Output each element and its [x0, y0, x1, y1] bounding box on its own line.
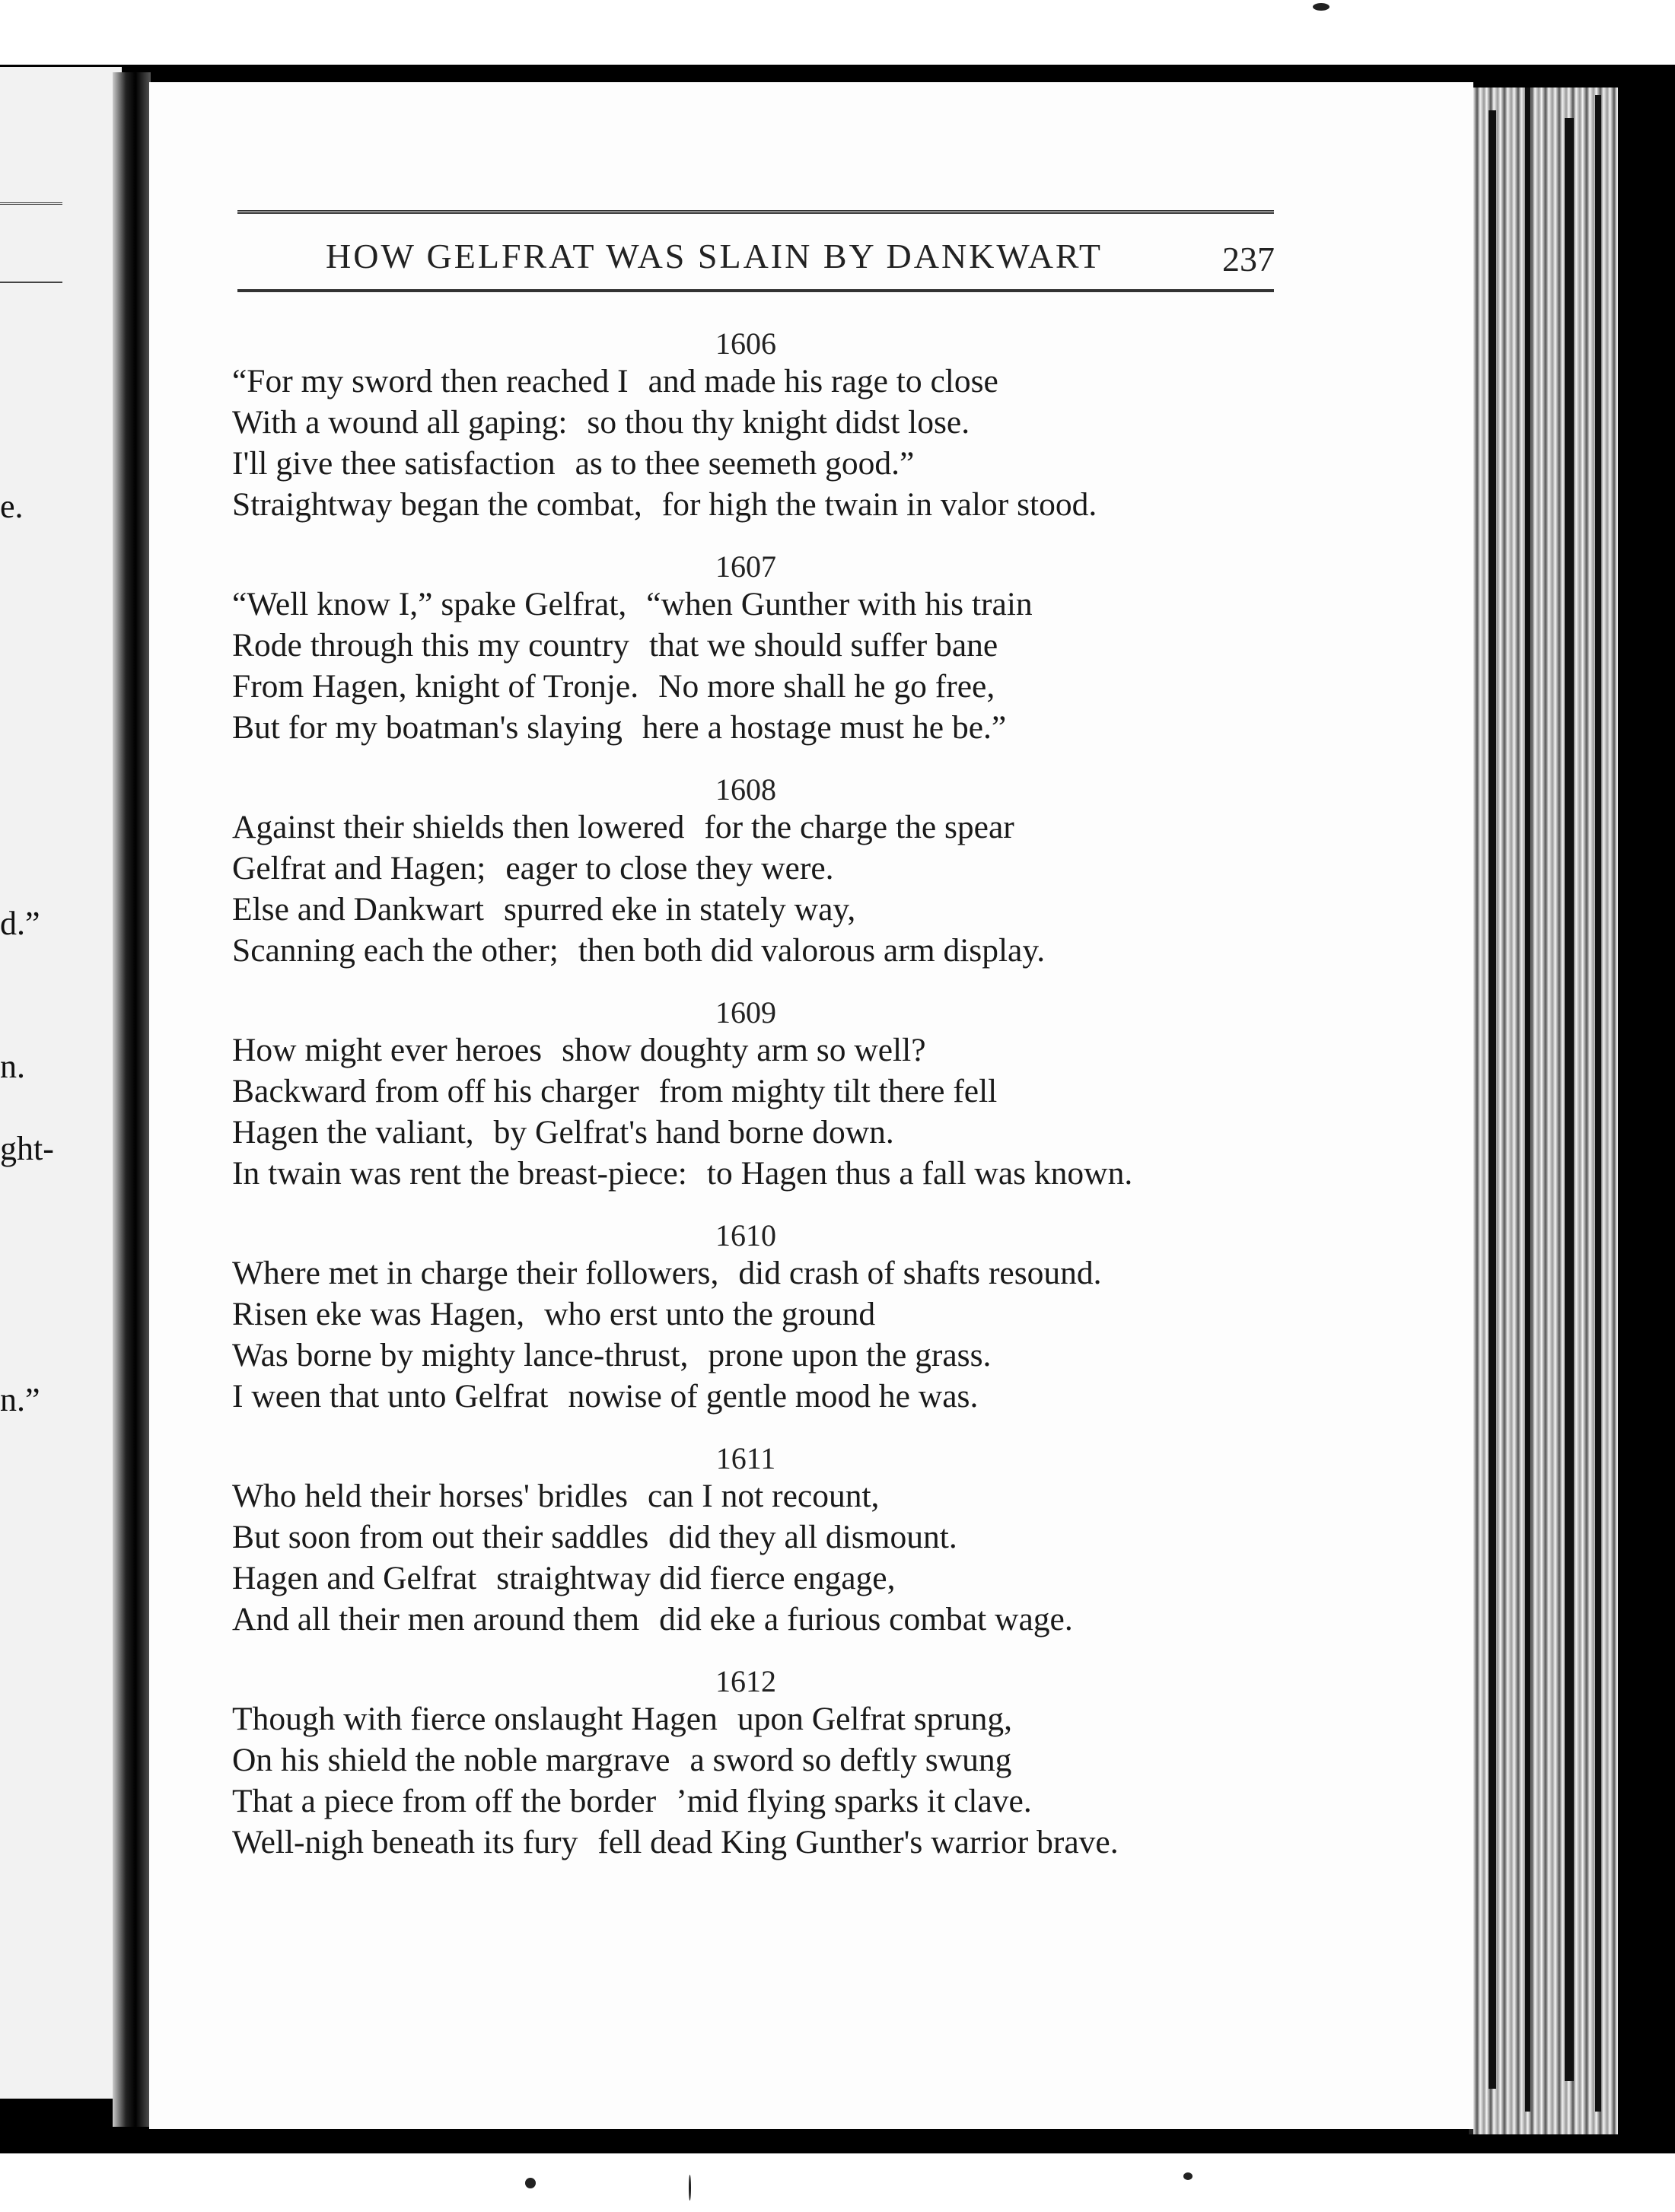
verse-line: [232, 1153, 1132, 1194]
verse-first-half: From Hagen, knight of Tronje.: [232, 668, 639, 705]
verse-first-half: I ween that unto Gelfrat: [232, 1378, 549, 1415]
verse-line: [232, 1252, 1102, 1294]
verse-line: [232, 1599, 1073, 1640]
verse-second-half: show doughty arm so well?: [562, 1032, 926, 1068]
scan-speck: [525, 2178, 536, 2188]
stanza-verse: [232, 1698, 1119, 1863]
facing-page-rule: [0, 202, 62, 205]
scan-speck: [1183, 2172, 1193, 2180]
verse-first-half: Where met in charge their followers,: [232, 1255, 719, 1291]
facing-page-fragment: e.: [0, 488, 24, 525]
verse-second-half: by Gelfrat's hand borne down.: [493, 1114, 894, 1151]
verse-line: [232, 1781, 1119, 1822]
verse-first-half: “Well know I,” spake Gelfrat,: [232, 586, 627, 622]
facing-page-rule: [0, 282, 62, 283]
verse-line: [232, 1112, 1132, 1153]
verse-first-half: Well-nigh beneath its fury: [232, 1824, 578, 1860]
stanza-number: 1607: [715, 549, 776, 584]
verse-second-half: who erst unto the ground: [544, 1296, 876, 1332]
verse-first-half: Who held their horses' bridles: [232, 1478, 629, 1514]
verse-line: [232, 1698, 1119, 1739]
verse-second-half: nowise of gentle mood he was.: [568, 1378, 979, 1415]
verse-second-half: and made his rage to close: [648, 363, 998, 399]
verse-first-half: Rode through this my country: [232, 627, 629, 664]
verse-first-half: Backward from off his charger: [232, 1073, 639, 1109]
verse-first-half: On his shield the noble margrave: [232, 1742, 670, 1778]
scan-margin-bottom: [0, 2153, 1675, 2212]
stanza-number: 1610: [715, 1218, 776, 1252]
stanza-verse: [232, 1252, 1102, 1417]
verse-line: [232, 707, 1033, 748]
verse-second-half: then both did valorous arm display.: [578, 932, 1046, 969]
verse-first-half: Scanning each the other;: [232, 932, 559, 969]
verse-line: [232, 484, 1097, 525]
verse-second-half: did eke a furious combat wage.: [659, 1601, 1073, 1638]
running-header-title: HOW GELFRAT WAS SLAIN BY DANKWART: [326, 237, 1103, 275]
verse-line: [232, 625, 1033, 666]
verse-first-half: Hagen the valiant,: [232, 1114, 474, 1151]
verse-second-half: from mighty tilt there fell: [658, 1073, 998, 1109]
verse-second-half: as to thee seemeth good.”: [575, 445, 915, 482]
verse-second-half: here a hostage must he be.”: [642, 709, 1007, 746]
verse-first-half: Was borne by mighty lance-thrust,: [232, 1337, 689, 1373]
verse-first-half: Gelfrat and Hagen;: [232, 850, 486, 886]
verse-first-half: How might ever heroes: [232, 1032, 543, 1068]
facing-page-fragment: n.”: [0, 1381, 40, 1418]
verse-second-half: a sword so deftly swung: [689, 1742, 1012, 1778]
verse-first-half: I'll give thee satisfaction: [232, 445, 556, 482]
verse-line: [232, 1030, 1132, 1071]
verse-line: [232, 1071, 1132, 1112]
verse-line: [232, 1294, 1102, 1335]
scan-speck: [1313, 3, 1329, 11]
stanza-number: 1606: [715, 326, 776, 361]
verse-first-half: In twain was rent the breast-piece:: [232, 1155, 687, 1192]
verse-line: [232, 1475, 1073, 1517]
verse-line: [232, 807, 1045, 848]
verse-line: [232, 848, 1045, 889]
stanza-number: 1608: [715, 772, 776, 807]
stanza-verse: [232, 361, 1097, 525]
verse-first-half: And all their men around them: [232, 1601, 640, 1638]
verse-second-half: to Hagen thus a fall was known.: [706, 1155, 1133, 1192]
verse-first-half: Hagen and Gelfrat: [232, 1560, 477, 1596]
verse-second-half: ’mid flying sparks it clave.: [676, 1783, 1032, 1819]
page-number: 237: [1222, 240, 1275, 278]
verse-first-half: “For my sword then reached I: [232, 363, 629, 399]
verse-line: [232, 443, 1097, 484]
verse-line: [232, 930, 1045, 971]
verse-second-half: so thou thy knight didst lose.: [587, 404, 970, 441]
stanza-number: 1612: [715, 1664, 776, 1698]
stanza-verse: [232, 584, 1033, 748]
verse-first-half: Else and Dankwart: [232, 891, 484, 928]
facing-page-fragment: n.: [0, 1048, 25, 1085]
scan-speck: [689, 2175, 691, 2201]
verse-line: [232, 1376, 1102, 1417]
verse-line: [232, 889, 1045, 930]
facing-page: [0, 67, 122, 2099]
verse-second-half: prone upon the grass.: [708, 1337, 992, 1373]
verse-line: [232, 361, 1097, 402]
verse-second-half: eager to close they were.: [505, 850, 834, 886]
verse-line: [232, 402, 1097, 443]
verse-second-half: spurred eke in stately way,: [503, 891, 856, 928]
facing-page-fragment: ght-: [0, 1130, 54, 1167]
stanza-verse: [232, 1030, 1132, 1194]
scan-margin-top: [0, 0, 1675, 65]
verse-second-half: for high the twain in valor stood.: [661, 486, 1097, 523]
verse-first-half: Against their shields then lowered: [232, 809, 685, 845]
stanza-verse: [232, 807, 1045, 971]
verse-second-half: did they all dismount.: [668, 1519, 957, 1555]
verse-second-half: can I not recount,: [648, 1478, 880, 1514]
verse-first-half: With a wound all gaping:: [232, 404, 568, 441]
stanza-number: 1609: [715, 995, 776, 1030]
verse-first-half: But soon from out their saddles: [232, 1519, 649, 1555]
verse-second-half: that we should suffer bane: [648, 627, 998, 664]
verse-line: [232, 1822, 1119, 1863]
verse-second-half: fell dead King Gunther's warrior brave.: [597, 1824, 1119, 1860]
book-gutter: [113, 72, 151, 2127]
verse-second-half: straightway did fierce engage,: [496, 1560, 896, 1596]
verse-first-half: That a piece from off the border: [232, 1783, 657, 1819]
verse-first-half: Though with fierce onslaught Hagen: [232, 1701, 718, 1737]
verse-line: [232, 1335, 1102, 1376]
verse-first-half: Risen eke was Hagen,: [232, 1296, 525, 1332]
verse-second-half: for the charge the spear: [704, 809, 1014, 845]
verse-line: [232, 1739, 1119, 1781]
facing-page-fragment: d.”: [0, 905, 40, 942]
verse-first-half: But for my boatman's slaying: [232, 709, 623, 746]
verse-second-half: No more shall he go free,: [658, 668, 995, 705]
verse-second-half: “when Gunther with his train: [646, 586, 1033, 622]
verse-line: [232, 584, 1033, 625]
stanza-number: 1611: [715, 1441, 776, 1475]
header-rule: [237, 210, 1274, 214]
verse-second-half: upon Gelfrat sprung,: [737, 1701, 1013, 1737]
stanza-verse: [232, 1475, 1073, 1640]
verse-line: [232, 666, 1033, 707]
verse-first-half: Straightway began the combat,: [232, 486, 642, 523]
header-rule: [237, 289, 1274, 292]
page-edges: [1469, 88, 1618, 2134]
verse-second-half: did crash of shafts resound.: [738, 1255, 1102, 1291]
verse-line: [232, 1558, 1073, 1599]
verse-line: [232, 1517, 1073, 1558]
